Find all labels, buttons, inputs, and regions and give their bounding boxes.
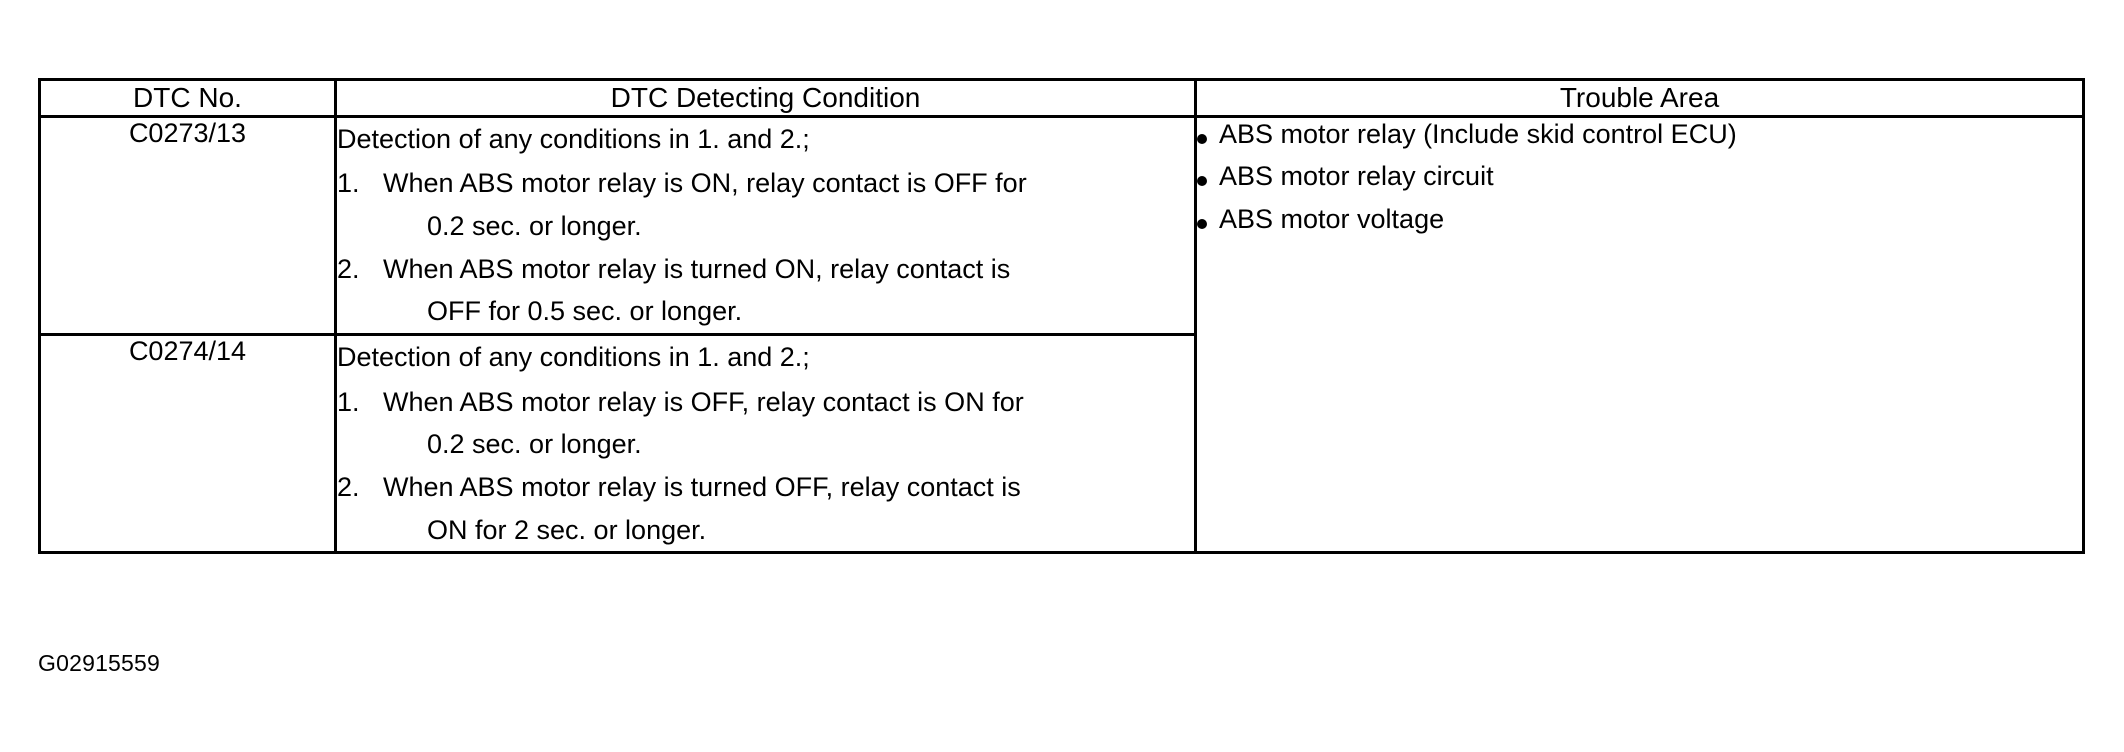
dtc-number-c0273: C0273/13 xyxy=(40,116,336,334)
condition-item-text xyxy=(383,162,1194,247)
condition-item-line2: OFF for 0.5 sec. or longer. xyxy=(427,296,743,327)
trouble-area-item xyxy=(1197,203,2082,237)
detecting-condition-c0274 xyxy=(336,334,1196,552)
condition-item-number: 1. xyxy=(337,386,360,417)
condition-item-number: 1. xyxy=(337,168,360,199)
bullet-icon xyxy=(1197,176,1207,186)
trouble-area-cell xyxy=(1196,116,2084,553)
column-header-dtc-no: DTC No. xyxy=(40,80,336,117)
dtc-number-c0274: C0274/14 xyxy=(40,334,336,552)
dtc-table xyxy=(38,78,2085,554)
condition-item-2 xyxy=(337,248,1194,333)
table-header-row xyxy=(40,80,2084,117)
condition-intro: Detection of any conditions in 1. and 2.; xyxy=(337,341,810,372)
condition-item-number: 2. xyxy=(337,253,360,284)
trouble-area-label: ABS motor voltage xyxy=(1219,204,1445,235)
trouble-area-item xyxy=(1197,160,2082,194)
condition-item-text xyxy=(383,381,1194,466)
condition-item-number: 2. xyxy=(337,471,360,502)
condition-item-line1: When ABS motor relay is ON, relay contact is OFF for xyxy=(383,168,1027,199)
condition-item-1 xyxy=(337,381,1194,466)
trouble-area-item xyxy=(1197,118,2082,152)
condition-item-line2: 0.2 sec. or longer. xyxy=(427,429,642,460)
condition-item-line1: When ABS motor relay is turned ON, relay contact is xyxy=(383,253,1011,284)
condition-item-line1: When ABS motor relay is OFF, relay contact is ON for xyxy=(383,386,1024,417)
condition-item-1 xyxy=(337,162,1194,247)
condition-item-2 xyxy=(337,466,1194,551)
condition-item-line2: ON for 2 sec. or longer. xyxy=(427,514,707,545)
table-row xyxy=(40,116,2084,334)
condition-item-line1: When ABS motor relay is turned OFF, relay contact is xyxy=(383,471,1021,502)
detecting-condition-c0273 xyxy=(336,116,1196,334)
bullet-icon xyxy=(1197,219,1207,229)
condition-item-line2: 0.2 sec. or longer. xyxy=(427,210,642,241)
condition-item-text xyxy=(383,466,1194,551)
condition-item-text xyxy=(383,248,1194,333)
trouble-area-label: ABS motor relay circuit xyxy=(1219,161,1494,192)
trouble-area-label: ABS motor relay (Include skid control ECU) xyxy=(1219,118,1737,149)
condition-intro: Detection of any conditions in 1. and 2.; xyxy=(337,123,810,154)
column-header-detecting-condition: DTC Detecting Condition xyxy=(336,80,1196,117)
column-header-trouble-area: Trouble Area xyxy=(1196,80,2084,117)
bullet-icon xyxy=(1197,134,1207,144)
figure-code: G02915559 xyxy=(38,650,161,676)
